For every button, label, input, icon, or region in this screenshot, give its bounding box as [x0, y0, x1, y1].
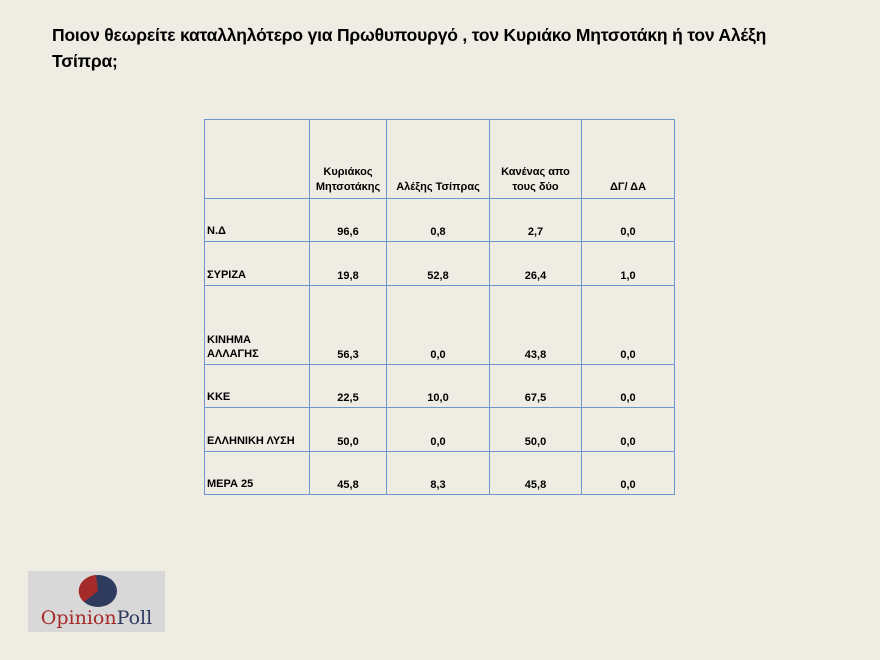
pie-chart-icon	[76, 574, 118, 608]
cell-value: 8,3	[387, 452, 490, 495]
cell-value: 0,0	[582, 199, 675, 242]
header-neither: Κανένας απο τους δύο	[490, 120, 582, 199]
cell-value: 0,0	[582, 452, 675, 495]
cell-value: 67,5	[490, 365, 582, 408]
row-label: ΚΚΕ	[205, 365, 310, 408]
cell-value: 0,0	[387, 408, 490, 452]
cell-value: 43,8	[490, 286, 582, 365]
row-label: ΜΕΡΑ 25	[205, 452, 310, 495]
cell-value: 22,5	[310, 365, 387, 408]
cell-value: 50,0	[310, 408, 387, 452]
cell-value: 52,8	[387, 242, 490, 286]
header-tsipras: Αλέξης Τσίπρας	[387, 120, 490, 199]
cell-value: 0,0	[387, 286, 490, 365]
cell-value: 26,4	[490, 242, 582, 286]
cell-value: 0,8	[387, 199, 490, 242]
cell-value: 0,0	[582, 408, 675, 452]
row-label: Ν.Δ	[205, 199, 310, 242]
logo-text-opinion: Opinion	[40, 607, 117, 629]
header-mitsotakis: Κυριάκος Μητσοτάκης	[310, 120, 387, 199]
cell-value: 45,8	[490, 452, 582, 495]
cell-value: 45,8	[310, 452, 387, 495]
table-row	[205, 242, 675, 286]
table-row	[205, 452, 675, 495]
cell-value: 56,3	[310, 286, 387, 365]
cell-value: 0,0	[582, 286, 675, 365]
header-row	[205, 120, 675, 199]
header-dk-na: ΔΓ/ ΔΑ	[582, 120, 675, 199]
row-label: ΕΛΛΗΝΙΚΗ ΛΥΣΗ	[205, 408, 310, 452]
table-row	[205, 408, 675, 452]
cell-value: 19,8	[310, 242, 387, 286]
logo-text	[28, 607, 165, 629]
table-row	[205, 199, 675, 242]
results-table	[204, 119, 675, 495]
logo-text-poll: Poll	[116, 607, 153, 629]
table-row	[205, 286, 675, 365]
cell-value: 50,0	[490, 408, 582, 452]
cell-value: 10,0	[387, 365, 490, 408]
row-label: ΣΥΡΙΖΑ	[205, 242, 310, 286]
table-row	[205, 365, 675, 408]
opinion-poll-logo	[28, 571, 165, 632]
cell-value: 1,0	[582, 242, 675, 286]
cell-value: 2,7	[490, 199, 582, 242]
cell-value: 96,6	[310, 199, 387, 242]
header-empty	[205, 120, 310, 199]
cell-value: 0,0	[582, 365, 675, 408]
page-title: Ποιον θεωρείτε καταλληλότερο για Πρωθυπουργό , τον Κυριάκο Μητσοτάκη ή τον Αλέξη Τσίπρα;	[52, 25, 767, 71]
row-label: ΚΙΝΗΜΑ ΑΛΛΑΓΗΣ	[205, 286, 310, 365]
